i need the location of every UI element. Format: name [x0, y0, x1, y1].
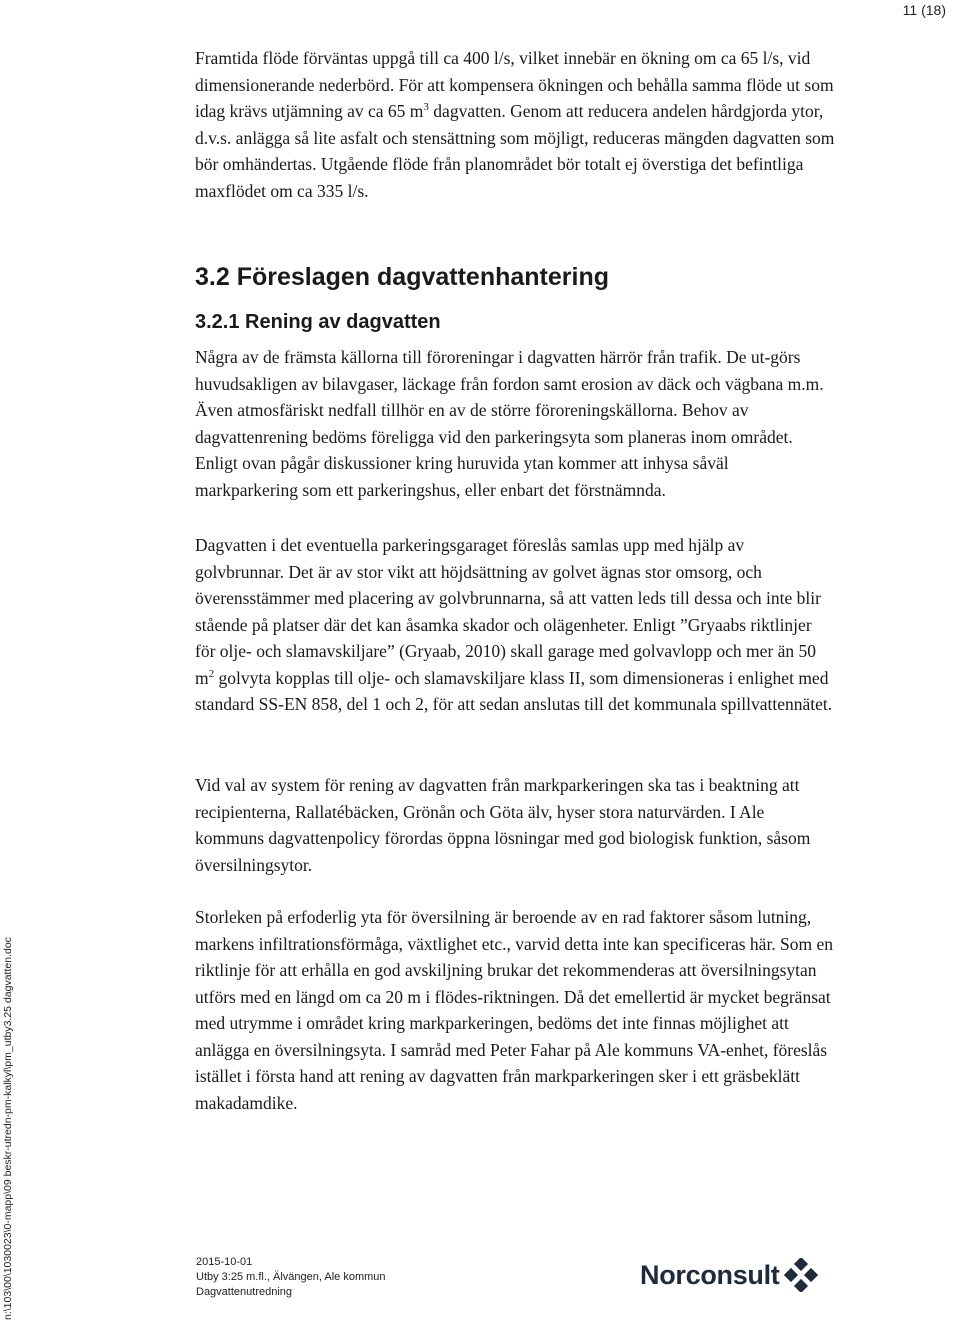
section-heading: 3.2 Föreslagen dagvattenhantering	[195, 263, 609, 291]
paragraph-garage-text-1: Dagvatten i det eventuella parkeringsgaraget föreslås samlas upp med hjälp av golvbrunnar. Det är av stor vikt att höjdsättning av golvet ägnas stor omsorg, och överensstämmer med placering av golvbrunnarna, så att vatten leds till dessa och inte blir stående på platser där det kan åsamka skador och olägenheter. Enligt ”Gryaabs riktlinjer för olje- och slamavskiljare” (Gryaab, 2010) skall garage med golvavlopp och mer än 50 m	[195, 535, 821, 688]
subsection-heading: 3.2.1 Rening av dagvatten	[195, 311, 441, 333]
page-number: 11 (18)	[902, 2, 946, 18]
paragraph-infiltration: Storleken på erfoderlig yta för översilning är beroende av en rad faktorer såsom lutning, markens infiltrationsförmåga, växtlighet etc., varvid detta inte kan specificeras här. Som en riktlinje för att erhålla en god avskiljning brukar det rekommenderas att översilningsytan utförs med en längd om ca 20 m i flödes-riktningen. Då det emellertid är mycket begränsat med utrymme i området kring markparkeringen, bedöms det inte finnas möjlighet att anlägga en översilningsyta. I samråd med Peter Fahar på Ale kommuns VA-enhet, föreslås istället i första hand att rening av dagvatten från markparkeringen sker i ett gräsbeklätt makadamdike.	[195, 907, 834, 1113]
paragraph-flow	[195, 45, 835, 204]
superscript-2: 2	[208, 667, 215, 680]
paragraph-flow-text-1: Framtida flöde förväntas uppgå till ca 400 l/s, vilket innebär en ökning om ca 65 l/s, vid dimensionerande nederbörd. För att kompensera ökningen och behålla samma flöde ut som idag krävs utjämning av ca 65 m	[195, 48, 834, 121]
paragraph-pollution-sources: Några av de främsta källorna till föroreningar i dagvatten härrör från trafik. De ut-görs huvudsakligen av bilavgaser, läckage från fordon samt erosion av däck och vägbana m.m. Även atmosfäriskt nedfall tillhör en av de större föroreningskällorna. Behov av dagvattenrening bedöms föreligga vid den parkeringsyta som planeras inom området. Enligt ovan pågår diskussioner kring huruvida ytan kommer att inhysa såväl markparkering som ett parkeringshus, eller enbart det förstnämnda.	[195, 347, 824, 500]
paragraph-flow-text-2: dagvatten. Genom att reducera andelen hårdgjorda ytor, d.v.s. anlägga så lite asfalt och stensättning som möjligt, reduceras mängden dagvatten som bör omhändertas. Utgående flöde från planområdet bör totalt ej överstiga det befintliga maxflödet om ca 335 l/s.	[195, 101, 835, 201]
paragraph-garage	[195, 532, 835, 718]
paragraph-recipients: Vid val av system för rening av dagvatten från markparkeringen ska tas i beaktning att recipienterna, Rallatébäcken, Grönån och Göta älv, hyser stora naturvärden. I Ale kommuns dagvattenpolicy förordas öppna lösningar med god biologisk funktion, såsom översilningsytor.	[195, 775, 811, 875]
footer-date: 2015-10-01	[196, 1256, 253, 1268]
file-path-sidebar: n:\103\00\1030023\0-mapp\09 beskr-utredn-pm-kalkyl\pm_utby3.25 dagvatten.doc	[2, 937, 14, 1320]
footer	[196, 1255, 386, 1300]
footer-project: Utby 3:25 m.fl., Älvängen, Ale kommun	[196, 1271, 386, 1283]
logo-text: Norconsult	[640, 1259, 780, 1290]
footer-doc-type: Dagvattenutredning	[196, 1286, 293, 1298]
paragraph-garage-text-2: golvyta kopplas till olje- och slamavskiljare klass II, som dimensioneras i enlighet med standard SS-EN 858, del 1 och 2, för att sedan anslutas till det kommunala spillvattennätet.	[195, 667, 833, 714]
superscript-3: 3	[423, 101, 429, 114]
company-logo	[640, 1258, 818, 1292]
norconsult-diamond-logo-icon	[784, 1258, 818, 1292]
